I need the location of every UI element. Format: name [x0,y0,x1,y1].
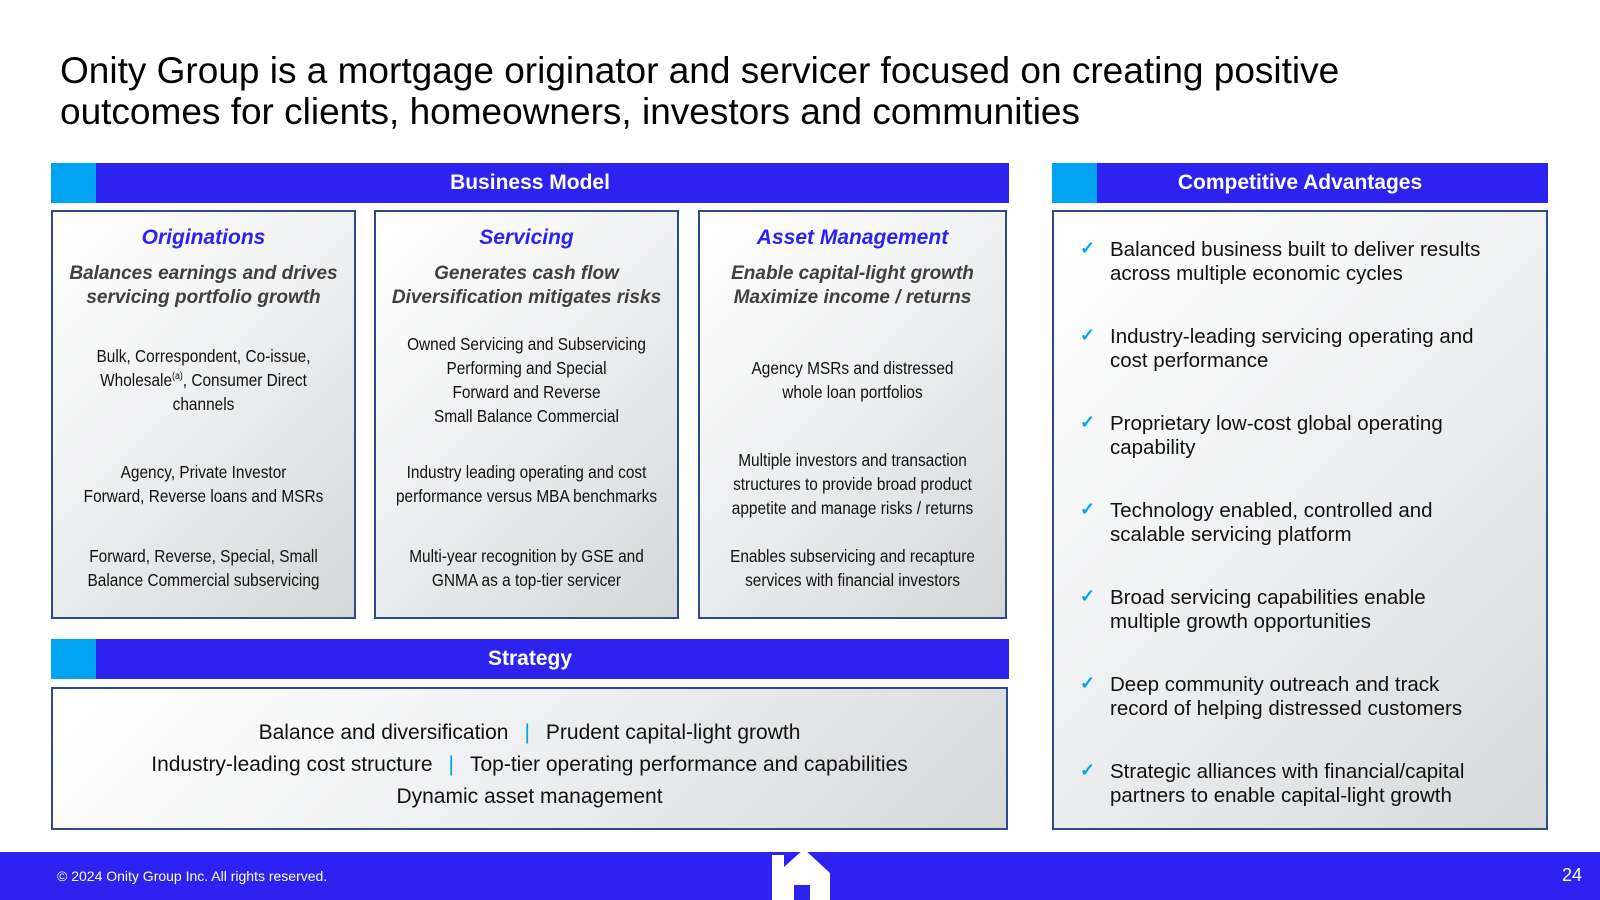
page-title-line-2: outcomes for clients, homeowners, investors and communities [60,91,1080,132]
strategy-panel [51,687,1008,830]
item-line: Agency, Private Investor [120,462,287,482]
item-line: channels [172,394,235,414]
item-line: Owned Servicing and Subservicing [407,334,646,354]
servicing-portfolio [394,332,659,428]
servicing-heading: Servicing [479,226,574,249]
servicing-recognition [394,544,659,592]
advantage-line: Deep community outreach and track [1110,673,1440,696]
item-line: Forward, Reverse loans and MSRs [83,486,324,506]
checkmark-icon: ✓ [1080,238,1096,258]
advantage-text [1110,238,1480,286]
strategy-item: Prudent capital-light growth [545,721,801,744]
footer-bar [0,852,1600,900]
originations-channels [71,344,336,416]
asset-management-heading: Asset Management [756,226,949,249]
asset-management-investors [718,448,986,520]
advantage-text [1110,586,1426,634]
item-line: Forward and Reverse [452,382,601,402]
checkmark-icon: ✓ [1080,325,1096,345]
advantage-text [1110,760,1464,808]
strategy-item: Industry-leading cost structure [151,753,433,776]
strategy-lines [53,717,1006,813]
item-line: Balance Commercial subservicing [87,570,320,590]
checkmark-icon: ✓ [1080,760,1096,780]
competitive-advantages-label: Competitive Advantages [1177,171,1423,194]
asset-management-subservicing [718,544,986,592]
list-item [1080,238,1526,325]
competitive-advantages-header [1052,163,1548,203]
advantage-line: Broad servicing capabilities enable [1110,586,1426,609]
business-model-label: Business Model [450,171,610,194]
page-number: 24 [1561,865,1582,885]
advantage-line: across multiple economic cycles [1110,262,1403,285]
item-line: structures to provide broad product [733,474,972,494]
advantage-line: multiple growth opportunities [1110,610,1371,633]
advantages-list [1080,238,1526,847]
strategy-line-1 [53,717,1006,749]
competitive-advantages-panel [1052,210,1548,830]
item-line: Agency MSRs and distressed [751,358,954,378]
servicing-performance [394,460,659,508]
business-model-header [51,163,1009,203]
item-text: Wholesale [100,370,173,390]
checkmark-icon: ✓ [1080,412,1096,432]
item-line: services with financial investors [745,570,960,590]
list-item [1080,673,1526,760]
onity-logo-icon [770,851,832,900]
page-title-line-1: Onity Group is a mortgage originator and servicer focused on creating positive [60,50,1340,91]
item-line: Forward, Reverse, Special, Small [89,546,318,566]
checkmark-icon: ✓ [1080,499,1096,519]
list-item [1080,760,1526,847]
separator: | [524,721,530,744]
advantage-text [1110,325,1474,373]
advantage-line: Technology enabled, controlled and [1110,499,1433,522]
advantage-text [1110,673,1462,721]
item-line: appetite and manage risks / returns [731,498,974,518]
advantage-line: Balanced business built to deliver results [1110,238,1481,261]
header-accent-tab [51,163,96,203]
item-text: , Consumer Direct [182,370,307,390]
strategy-item: Top-tier operating performance and capabilities [470,753,908,776]
footnote-marker: (a) [172,371,183,383]
asset-management-panel [698,210,1007,619]
list-item [1080,412,1526,499]
advantage-text [1110,412,1443,460]
strategy-header [51,639,1009,679]
advantage-line: Industry-leading servicing operating and [1110,325,1474,348]
originations-investors [71,460,336,508]
list-item [1080,325,1526,412]
advantage-line: Proprietary low-cost global operating [1110,412,1443,435]
tagline-line: Balances earnings and drives [69,263,338,284]
asset-management-portfolios [718,356,986,404]
page-title [60,50,1540,132]
item-line: Small Balance Commercial [434,406,619,426]
strategy-line-3: Dynamic asset management [396,785,663,808]
asset-management-tagline [700,262,1005,310]
item-line [71,368,336,392]
strategy-label: Strategy [487,647,573,670]
originations-heading: Originations [141,226,266,249]
header-accent-tab [51,639,96,679]
servicing-panel [374,210,679,619]
item-line: Industry leading operating and cost [406,462,647,482]
item-line: performance versus MBA benchmarks [395,486,658,506]
header-accent-tab [1052,163,1097,203]
originations-subservicing [71,544,336,592]
advantage-line: partners to enable capital-light growth [1110,784,1452,807]
list-item [1080,586,1526,673]
originations-panel [51,210,356,619]
item-line: Multi-year recognition by GSE and [409,546,644,566]
tagline-line: Maximize income / returns [733,287,972,308]
tagline-line: servicing portfolio growth [86,287,321,308]
advantage-line: capability [1110,436,1196,459]
item-line: Multiple investors and transaction [738,450,967,470]
strategy-line-2 [53,749,1006,781]
advantage-line: Strategic alliances with financial/capital [1110,760,1465,783]
item-line: Performing and Special [446,358,607,378]
item-line: whole loan portfolios [782,382,923,402]
item-line: Enables subservicing and recapture [730,546,975,566]
advantage-line: cost performance [1110,349,1269,372]
originations-tagline [53,262,354,310]
tagline-line: Diversification mitigates risks [391,287,662,308]
item-line: GNMA as a top-tier servicer [431,570,622,590]
servicing-tagline [376,262,677,310]
tagline-line: Generates cash flow [434,263,619,284]
checkmark-icon: ✓ [1080,586,1096,606]
advantage-text [1110,499,1433,547]
item-line: Bulk, Correspondent, Co-issue, [96,346,311,366]
copyright-text: © 2024 Onity Group Inc. All rights reserved. [57,868,328,884]
tagline-line: Enable capital-light growth [731,263,974,284]
separator: | [448,753,454,776]
checkmark-icon: ✓ [1080,673,1096,693]
strategy-item: Balance and diversification [258,721,509,744]
advantage-line: scalable servicing platform [1110,523,1352,546]
list-item [1080,499,1526,586]
advantage-line: record of helping distressed customers [1110,697,1463,720]
